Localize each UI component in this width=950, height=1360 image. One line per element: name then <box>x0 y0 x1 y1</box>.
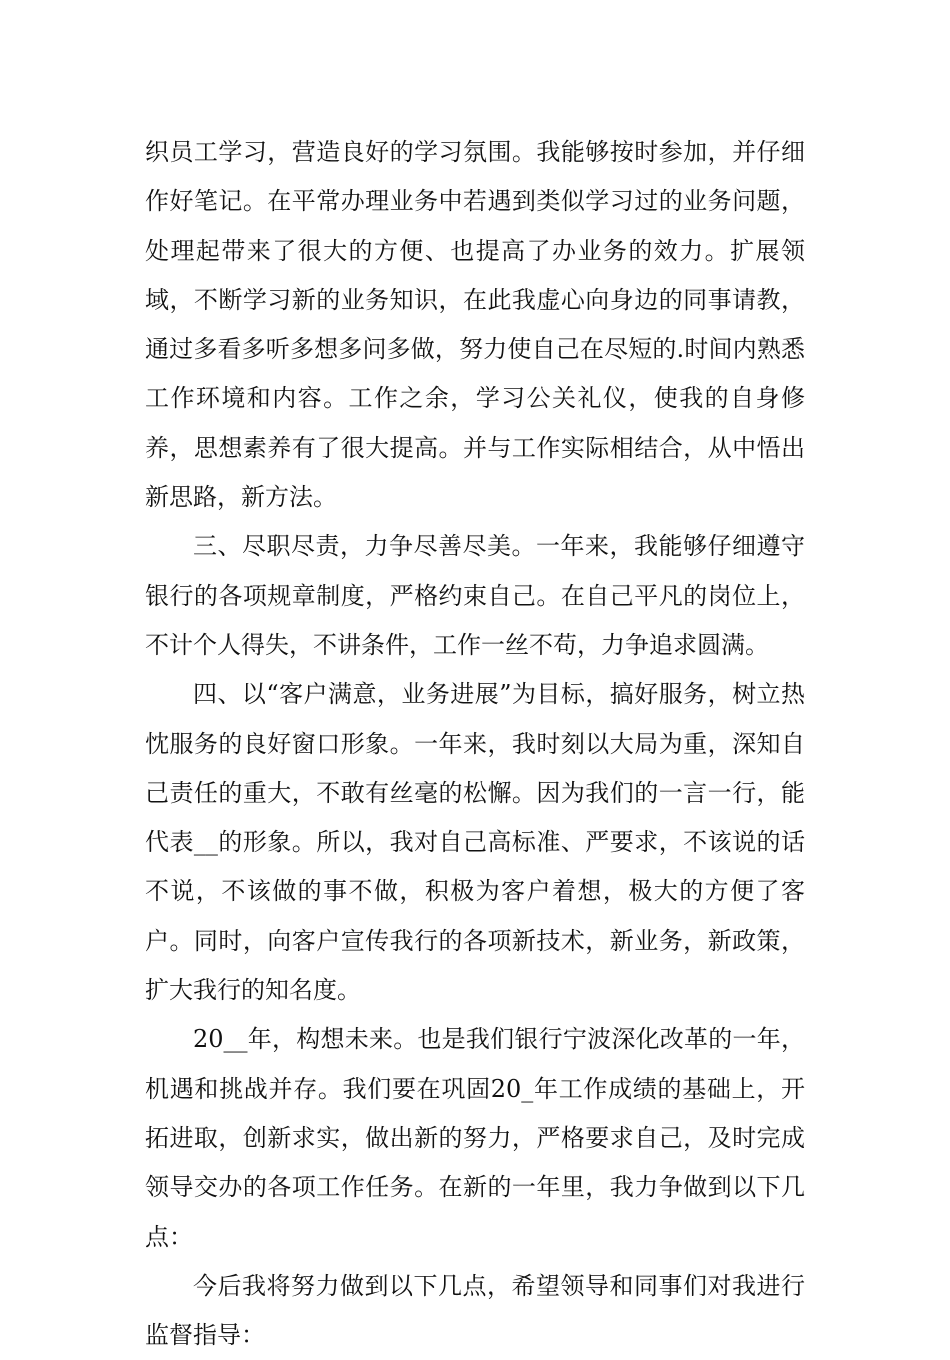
paragraph-commitment: 今后我将努力做到以下几点，希望领导和同事们对我进行监督指导： <box>145 1271 805 1350</box>
paragraph-section-three: 三、尽职尽责，力争尽善尽美。一年来，我能够仔细遵守银行的各项规章制度，严格约束自己。在自己平凡的岗位上，不计个人得失，不讲条件，工作一丝不苟，力争追求圆满。 <box>145 532 805 659</box>
document-body <box>145 128 805 1360</box>
paragraph-continuation: 织员工学习，营造良好的学习氛围。我能够按时参加，并仔细作好笔记。在平常办理业务中若遇到类似学习过的业务问题，处理起带来了很大的方便、也提高了办业务的效力。扩展领域，不断学习新的业务知识，在此我虚心向身边的同事请教，通过多看多听多想多问多做，努力使自己在尽短的.时间内熟悉工作环境和内容。工作之余，学习公关礼仪，使我的自身修养，思想素养有了很大提高。并与工作实际相结合，从中悟出新思路，新方法。 <box>145 138 805 512</box>
paragraph-future-plan: 20__年，构想未来。也是我们银行宁波深化改革的一年，机遇和挑战并存。我们要在巩固20_年工作成绩的基础上，开拓进取，创新求实，做出新的努力，严格要求自己，及时完成领导交办的各项工作任务。在新的一年里，我力争做到以下几点： <box>145 1025 805 1251</box>
paragraph-section-four: 四、以“客户满意，业务进展”为目标，搞好服务，树立热忱服务的良好窗口形象。一年来，我时刻以大局为重，深知自己责任的重大，不敢有丝毫的松懈。因为我们的一言一行，能代表__的形象。所以，我对自己高标准、严要求，不该说的话不说，不该做的事不做，积极为客户着想，极大的方便了客户。同时，向客户宣传我行的各项新技术，新业务，新政策，扩大我行的知名度。 <box>145 680 805 1005</box>
